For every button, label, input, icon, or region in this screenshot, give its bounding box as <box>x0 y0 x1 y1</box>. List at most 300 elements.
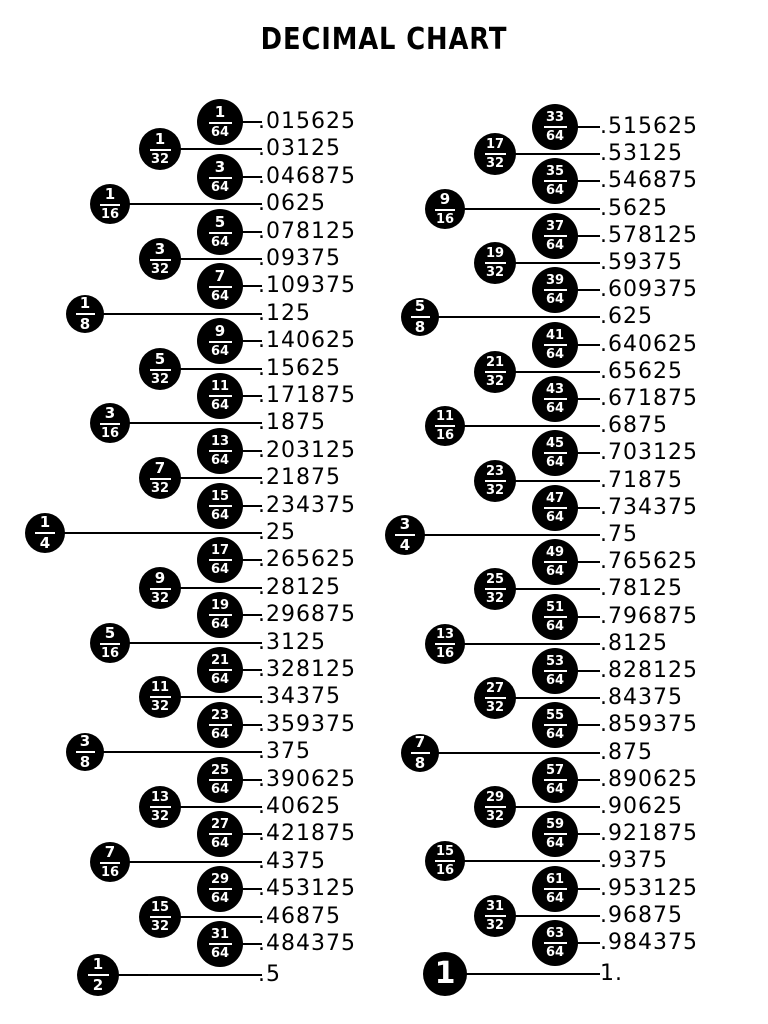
fraction-numerator: 5 <box>414 297 426 316</box>
fraction-badge <box>197 263 243 309</box>
decimal-value: .421875 <box>258 821 356 847</box>
fraction-badge <box>197 154 243 200</box>
fraction-bar <box>209 779 232 781</box>
decimal-value: .859375 <box>600 712 698 738</box>
fraction-badge <box>532 648 578 694</box>
fraction-badge <box>532 430 578 476</box>
fraction-badge <box>474 568 516 610</box>
decimal-value: .5 <box>258 962 281 988</box>
decimal-value: .34375 <box>258 684 341 710</box>
fraction-numerator: 5 <box>214 212 226 231</box>
leader-line <box>85 313 262 315</box>
fraction-denominator: 64 <box>210 617 230 633</box>
decimal-value: .28125 <box>258 574 341 600</box>
decimal-value: .625 <box>600 304 653 330</box>
fraction-badge <box>197 811 243 857</box>
fraction-numerator: 19 <box>485 246 505 261</box>
decimal-value: .875 <box>600 739 653 765</box>
fraction-badge <box>66 733 104 771</box>
fraction-denominator: 64 <box>545 836 565 852</box>
fraction-denominator: 64 <box>545 727 565 743</box>
fraction-bar <box>150 369 171 371</box>
decimal-value: .1875 <box>258 410 326 436</box>
fraction-denominator: 16 <box>435 645 455 661</box>
fraction-denominator: 64 <box>545 183 565 199</box>
fraction-denominator: 64 <box>210 562 230 578</box>
fraction-bar <box>544 235 567 237</box>
decimal-value: .6875 <box>600 413 668 439</box>
fraction-badge <box>197 373 243 419</box>
decimal-value: .640625 <box>600 331 698 357</box>
leader-line <box>420 752 600 754</box>
fraction-numerator: 51 <box>545 599 565 615</box>
fraction-bar <box>100 204 120 206</box>
fraction-numerator: 1 <box>104 185 116 204</box>
decimal-value: .296875 <box>258 602 356 628</box>
fraction-bar <box>150 149 171 151</box>
fraction-badge <box>532 539 578 585</box>
decimal-value: .03125 <box>258 136 341 162</box>
fraction-badge <box>532 811 578 857</box>
fraction-numerator: 47 <box>545 490 565 506</box>
fraction-badge <box>474 895 516 937</box>
fraction-denominator: 64 <box>545 401 565 416</box>
decimal-value: .734375 <box>600 494 698 520</box>
fraction-badge <box>532 920 578 966</box>
decimal-value: .125 <box>258 300 311 326</box>
decimal-value: .78125 <box>600 576 683 602</box>
fraction-numerator: 37 <box>545 218 565 234</box>
fraction-numerator: 3 <box>79 732 91 751</box>
decimal-value: .84375 <box>600 685 683 711</box>
fraction-denominator: 16 <box>100 426 120 442</box>
fraction-denominator: 64 <box>545 129 565 144</box>
leader-line <box>110 642 262 644</box>
fraction-badge <box>197 99 243 145</box>
leader-line <box>420 316 600 318</box>
decimal-value: .359375 <box>258 711 356 737</box>
fraction-denominator: 32 <box>485 265 505 280</box>
fraction-bar <box>435 860 455 862</box>
fraction-badge <box>139 786 181 828</box>
fraction-bar <box>209 286 232 288</box>
fraction-badge <box>90 184 130 224</box>
fraction-badge <box>425 406 465 446</box>
fraction-bar <box>485 371 506 373</box>
fraction-denominator: 32 <box>485 156 505 172</box>
fraction-numerator: 3 <box>154 240 166 258</box>
fraction-denominator: 64 <box>545 292 565 308</box>
fraction-badge <box>532 267 578 313</box>
fraction-numerator: 63 <box>545 926 565 941</box>
decimal-value: .234375 <box>258 492 356 518</box>
decimal-value: .484375 <box>258 931 356 956</box>
fraction-bar <box>485 915 506 917</box>
fraction-badge <box>139 348 181 390</box>
fraction-denominator: 16 <box>435 211 455 227</box>
decimal-value: .25 <box>258 520 296 545</box>
fraction-denominator: 64 <box>210 672 230 687</box>
fraction-bar <box>209 395 232 397</box>
fraction-badge <box>197 592 243 638</box>
fraction-bar <box>150 696 171 698</box>
decimal-value: .8125 <box>600 630 668 656</box>
fraction-denominator: 32 <box>150 809 170 824</box>
fraction-badge <box>474 242 516 284</box>
fraction-bar <box>544 507 567 509</box>
fraction-badge <box>474 677 516 719</box>
fraction-denominator: 64 <box>545 455 565 471</box>
fraction-numerator: 13 <box>150 790 170 805</box>
decimal-value: .09375 <box>258 246 341 271</box>
fraction-badge <box>197 483 243 529</box>
decimal-value: .65625 <box>600 358 683 384</box>
fraction-numerator: 49 <box>545 545 565 561</box>
leader-line <box>85 751 262 753</box>
fraction-numerator: 15 <box>210 488 230 504</box>
fraction-bar <box>100 643 120 645</box>
fraction-numerator: 11 <box>210 379 230 394</box>
fraction-badge <box>66 295 104 333</box>
fraction-bar <box>544 670 567 672</box>
decimal-value: .15625 <box>258 355 341 381</box>
fraction-denominator: 64 <box>210 781 230 797</box>
decimal-value: .328125 <box>258 657 356 682</box>
decimal-value: .765625 <box>600 549 698 575</box>
fraction-bar <box>544 779 567 781</box>
fraction-denominator: 64 <box>545 890 565 906</box>
fraction-badge <box>197 866 243 912</box>
fraction-numerator: 33 <box>545 110 565 125</box>
fraction-bar <box>209 833 232 835</box>
fraction-badge <box>532 702 578 748</box>
fraction-denominator: 64 <box>545 781 565 797</box>
fraction-bar <box>209 724 232 726</box>
fraction-numerator: 35 <box>545 164 565 180</box>
fraction-numerator: 23 <box>210 707 230 723</box>
decimal-value: .609375 <box>600 277 698 303</box>
fraction-badge <box>532 213 578 259</box>
fraction-numerator: 27 <box>485 681 505 697</box>
fraction-bar <box>544 888 567 890</box>
fraction-denominator: 32 <box>150 262 170 277</box>
decimal-value: .75 <box>600 522 638 547</box>
fraction-numerator: 29 <box>485 790 505 805</box>
fraction-bar <box>150 916 171 918</box>
fraction-numerator: 55 <box>545 708 565 724</box>
fraction-numerator: 57 <box>545 762 565 778</box>
fraction-denominator: 64 <box>210 289 230 305</box>
fraction-badge <box>532 376 578 422</box>
fraction-denominator: 16 <box>435 428 455 444</box>
fraction-bar <box>544 344 567 346</box>
leader-line <box>445 208 600 210</box>
fraction-denominator: 64 <box>210 836 230 852</box>
decimal-value: .390625 <box>258 766 356 792</box>
decimal-value: .46875 <box>258 903 341 929</box>
fraction-badge <box>197 318 243 364</box>
decimal-value: .71875 <box>600 467 683 493</box>
fraction-denominator: 32 <box>485 591 505 607</box>
fraction-badge <box>90 623 130 663</box>
fraction-numerator: 3 <box>399 515 411 533</box>
fraction-badge <box>197 537 243 583</box>
fraction-denominator: 64 <box>545 564 565 580</box>
decimal-value: .53125 <box>600 141 683 167</box>
decimal-value: .828125 <box>600 658 698 683</box>
fraction-denominator: 8 <box>414 318 426 337</box>
fraction-denominator: 64 <box>545 346 565 362</box>
leader-line <box>98 974 262 976</box>
fraction-numerator: 17 <box>485 137 505 153</box>
fraction-numerator: 15 <box>150 899 170 915</box>
fraction-badge <box>532 104 578 150</box>
fraction-denominator: 16 <box>100 864 120 880</box>
decimal-value: .4375 <box>258 848 326 874</box>
fraction-badge <box>425 841 465 881</box>
fraction-numerator: 5 <box>104 623 116 642</box>
leader-line <box>110 422 262 424</box>
fraction-numerator: 7 <box>104 842 116 861</box>
fraction-denominator: 32 <box>485 809 505 824</box>
fraction-bar <box>209 559 232 561</box>
decimal-value: .546875 <box>600 168 698 194</box>
fraction-badge <box>139 676 181 718</box>
fraction-badge <box>401 734 439 772</box>
fraction-denominator: 64 <box>545 237 565 253</box>
fraction-bar <box>544 126 567 128</box>
decimal-value: .40625 <box>258 794 341 819</box>
fraction-numerator: 25 <box>485 572 505 588</box>
fraction-bar <box>209 177 232 179</box>
fraction-bar <box>485 697 506 699</box>
fraction-bar <box>485 153 506 155</box>
fraction-numerator: 21 <box>485 354 505 370</box>
fraction-badge <box>197 921 243 967</box>
fraction-numerator: 19 <box>210 598 230 614</box>
fraction-badge <box>532 594 578 640</box>
chart-title: DECIMAL CHART <box>260 22 508 57</box>
decimal-value: .984375 <box>600 930 698 955</box>
fraction-bar <box>150 806 171 808</box>
decimal-value: .90625 <box>600 794 683 819</box>
decimal-value: .0625 <box>258 191 326 217</box>
decimal-value: .3125 <box>258 629 326 655</box>
fraction-denominator: 64 <box>545 673 565 688</box>
decimal-value: .078125 <box>258 218 356 244</box>
fraction-bar <box>485 806 506 808</box>
fraction-bar <box>435 209 455 211</box>
fraction-denominator: 64 <box>210 452 230 468</box>
fraction-numerator: 1 <box>434 956 456 992</box>
fraction-badge <box>532 158 578 204</box>
decimal-value: .046875 <box>258 163 356 189</box>
fraction-denominator: 4 <box>399 536 411 554</box>
fraction-numerator: 43 <box>545 382 565 397</box>
fraction-numerator: 1 <box>79 293 91 312</box>
fraction-numerator: 13 <box>210 433 230 449</box>
fraction-numerator: 31 <box>485 898 505 914</box>
fraction-bar <box>150 478 171 480</box>
fraction-denominator: 16 <box>100 207 120 223</box>
fraction-badge <box>139 457 181 499</box>
fraction-bar <box>209 341 232 343</box>
fraction-badge <box>425 189 465 229</box>
fraction-bar <box>209 943 232 945</box>
leader-line <box>445 860 600 862</box>
fraction-numerator: 3 <box>214 157 226 176</box>
fraction-numerator: 9 <box>439 189 451 208</box>
fraction-numerator: 21 <box>210 653 230 668</box>
leader-line <box>445 643 600 645</box>
decimal-value: .015625 <box>258 109 356 134</box>
fraction-numerator: 23 <box>485 463 505 479</box>
fraction-badge <box>197 757 243 803</box>
fraction-denominator: 64 <box>210 234 230 250</box>
fraction-numerator: 7 <box>414 732 426 751</box>
fraction-denominator: 16 <box>435 863 455 879</box>
fraction-numerator: 11 <box>435 409 455 425</box>
fraction-denominator: 32 <box>150 152 170 168</box>
decimal-value: 1. <box>600 961 623 987</box>
fraction-numerator: 11 <box>150 680 170 696</box>
fraction-bar <box>544 833 567 835</box>
fraction-denominator: 64 <box>210 891 230 907</box>
decimal-value: .375 <box>258 739 311 765</box>
leader-line <box>110 861 262 863</box>
decimal-value: .21875 <box>258 465 341 491</box>
leader-line <box>45 532 262 534</box>
fraction-badge <box>474 133 516 175</box>
fraction-numerator: 39 <box>545 273 565 289</box>
fraction-badge <box>90 842 130 882</box>
fraction-bar <box>544 724 567 726</box>
decimal-value: .890625 <box>600 766 698 792</box>
fraction-denominator: 32 <box>485 373 505 389</box>
decimal-value: .796875 <box>600 603 698 629</box>
decimal-value: .203125 <box>258 437 356 463</box>
fraction-bar <box>544 398 567 400</box>
fraction-denominator: 64 <box>210 726 230 742</box>
fraction-badge <box>197 647 243 693</box>
fraction-denominator: 2 <box>92 976 104 995</box>
fraction-denominator: 64 <box>210 398 230 413</box>
decimal-value: .96875 <box>600 902 683 928</box>
leader-line <box>445 973 600 975</box>
fraction-bar <box>100 862 120 864</box>
fraction-badge <box>197 702 243 748</box>
fraction-denominator: 32 <box>150 699 170 715</box>
fraction-numerator: 1 <box>214 103 226 121</box>
decimal-value: .453125 <box>258 876 356 902</box>
fraction-denominator: 8 <box>79 314 91 333</box>
fraction-numerator: 27 <box>210 817 230 833</box>
fraction-badge <box>77 954 119 996</box>
fraction-bar <box>209 122 232 124</box>
decimal-value: .59375 <box>600 250 683 275</box>
fraction-numerator: 59 <box>545 817 565 833</box>
fraction-badge <box>25 513 65 553</box>
fraction-badge <box>90 403 130 443</box>
fraction-badge <box>385 515 425 555</box>
fraction-bar <box>209 505 232 507</box>
fraction-numerator: 29 <box>210 872 230 888</box>
fraction-numerator: 1 <box>154 130 166 149</box>
fraction-badge <box>139 896 181 938</box>
fraction-denominator: 8 <box>414 753 426 772</box>
fraction-bar <box>544 616 567 618</box>
fraction-denominator: 4 <box>39 534 51 552</box>
fraction-denominator: 32 <box>150 371 170 387</box>
decimal-value: .265625 <box>258 547 356 573</box>
fraction-numerator: 53 <box>545 654 565 669</box>
decimal-value: .5625 <box>600 195 668 221</box>
fraction-numerator: 3 <box>104 404 116 423</box>
fraction-numerator: 9 <box>154 568 166 587</box>
fraction-bar <box>485 588 506 590</box>
decimal-value: .921875 <box>600 821 698 847</box>
fraction-denominator: 32 <box>485 700 505 716</box>
fraction-bar <box>544 452 567 454</box>
fraction-badge <box>401 298 439 336</box>
fraction-denominator: 64 <box>545 945 565 960</box>
fraction-bar <box>544 942 567 944</box>
fraction-bar <box>485 480 506 482</box>
fraction-bar <box>544 561 567 563</box>
fraction-badge <box>532 866 578 912</box>
fraction-denominator: 32 <box>150 590 170 606</box>
fraction-numerator: 31 <box>210 927 230 942</box>
fraction-denominator: 32 <box>485 917 505 933</box>
fraction-bar <box>544 180 567 182</box>
leader-line <box>445 425 600 427</box>
fraction-badge <box>425 624 465 664</box>
fraction-numerator: 41 <box>545 327 565 343</box>
fraction-badge <box>139 128 181 170</box>
leader-line <box>110 203 262 205</box>
fraction-bar <box>150 259 171 261</box>
fraction-numerator: 61 <box>545 871 565 887</box>
fraction-bar <box>209 232 232 234</box>
fraction-denominator: 16 <box>100 645 120 661</box>
fraction-badge <box>197 428 243 474</box>
decimal-value: .109375 <box>258 273 356 299</box>
decimal-value: .9375 <box>600 848 668 874</box>
fraction-bar <box>209 669 232 671</box>
fraction-badge <box>532 757 578 803</box>
fraction-badge <box>474 786 516 828</box>
decimal-value: .671875 <box>600 386 698 411</box>
fraction-numerator: 25 <box>210 762 230 778</box>
fraction-bar <box>209 614 232 616</box>
fraction-denominator: 64 <box>210 946 230 961</box>
fraction-badge <box>139 238 181 280</box>
fraction-numerator: 9 <box>214 322 226 341</box>
fraction-numerator: 7 <box>154 459 166 478</box>
fraction-denominator: 64 <box>545 509 565 525</box>
fraction-bar <box>100 423 120 425</box>
fraction-numerator: 13 <box>435 626 455 642</box>
decimal-value: .953125 <box>600 875 698 901</box>
leader-line <box>405 534 600 536</box>
fraction-numerator: 5 <box>154 349 166 368</box>
fraction-badge <box>139 567 181 609</box>
fraction-numerator: 17 <box>210 543 230 559</box>
fraction-denominator: 32 <box>150 481 170 497</box>
fraction-bar <box>485 262 506 264</box>
fraction-numerator: 1 <box>39 513 51 531</box>
fraction-denominator: 64 <box>210 507 230 523</box>
